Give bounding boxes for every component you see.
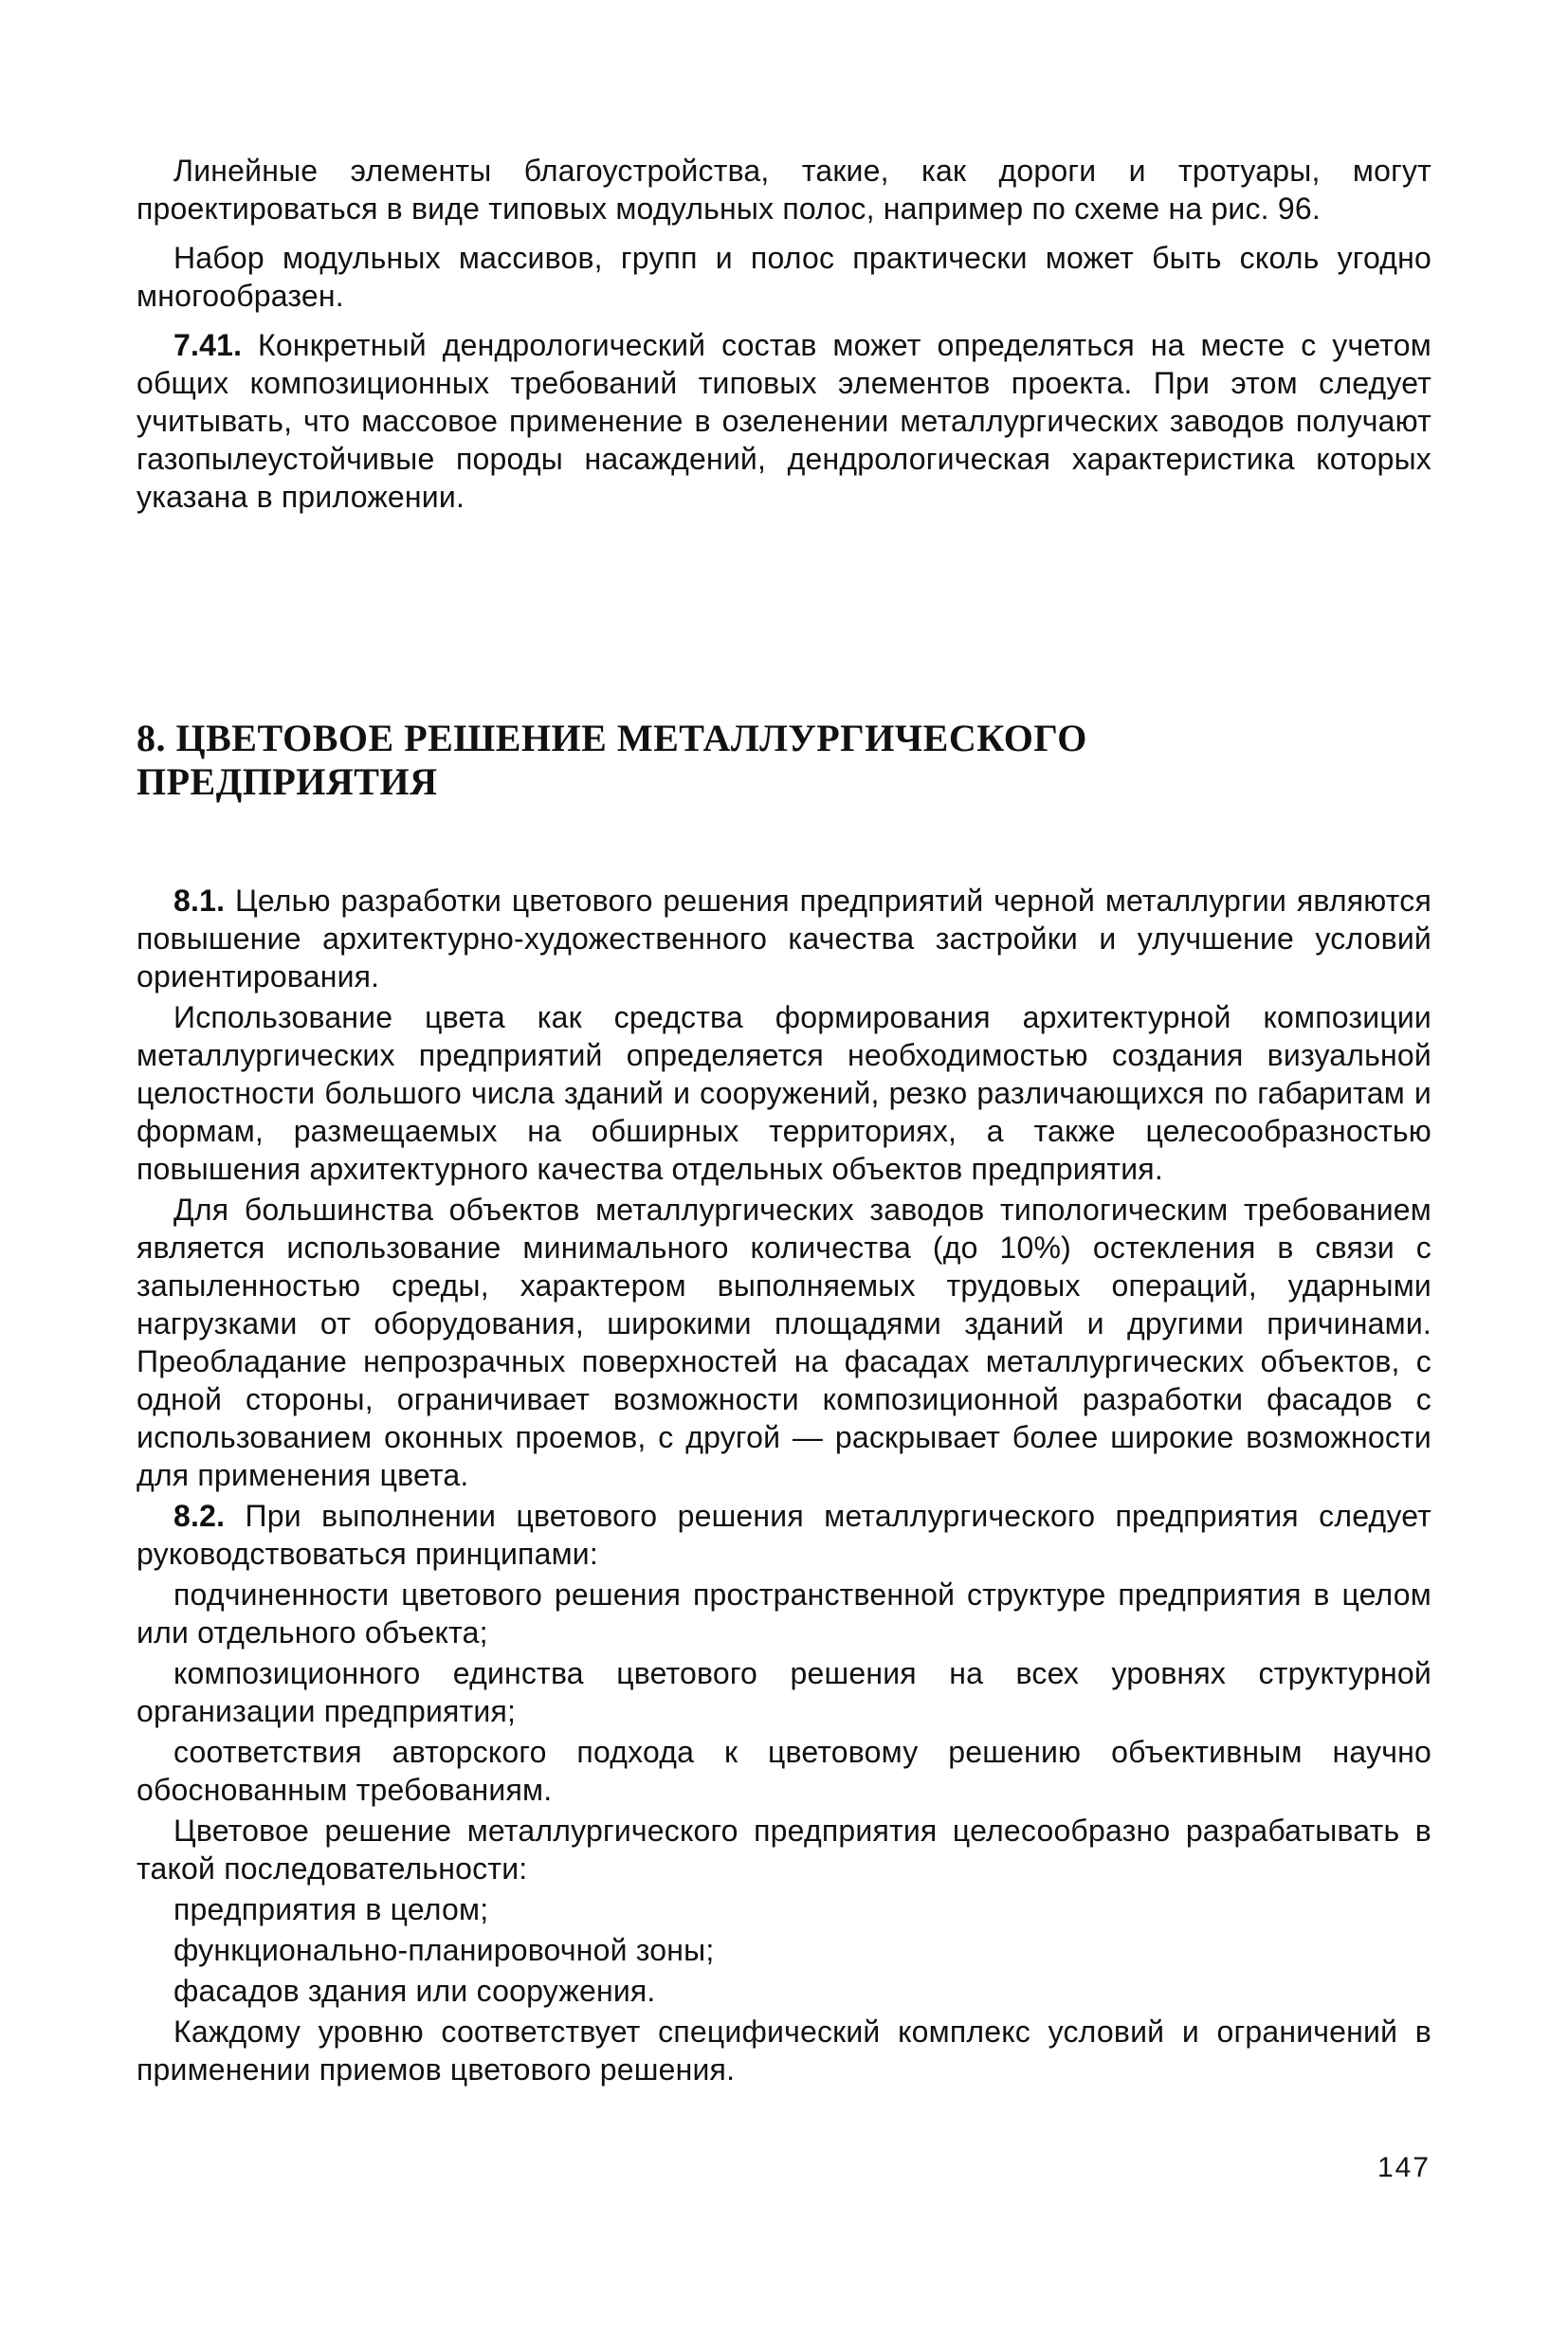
paragraph: Использование цвета как средства формирования архитектурной композиции металлургических предприятий определяется необходимостью создания визуальной целостности большого числа зданий и сооружений, резко различающихся по габаритам и формам, размещаемых на обширных территориях, а также целесообразностью повышения архитектурного качества отдельных объектов предприятия. xyxy=(137,1000,1431,1186)
clause-number: 8.2. xyxy=(173,1499,226,1533)
page-number: 147 xyxy=(1377,2152,1431,2183)
section-heading-line2: ПРЕДПРИЯТИЯ xyxy=(137,760,438,803)
section-heading xyxy=(137,717,1179,804)
paragraph: Цветовое решение металлургического предприятия целесообразно разрабатывать в такой последовательности: xyxy=(137,1814,1431,1886)
list-item: предприятия в целом; xyxy=(173,1892,489,1926)
clause-number: 7.41. xyxy=(173,328,243,362)
paragraph-8-1: 8.1. Целью разработки цветового решения предприятий черной металлургии являются повышение архитектурно-художественного качества застройки и улучшение условий ориентирования. xyxy=(137,884,1431,994)
paragraph-8-2: 8.2. При выполнении цветового решения металлургического предприятия следует руководствоваться принципами: xyxy=(137,1499,1431,1571)
section-text-block xyxy=(137,882,1431,2088)
paragraph: Каждому уровню соответствует специфический комплекс условий и ограничений в применении приемов цветового решения. xyxy=(137,2015,1431,2087)
paragraph-7-41: 7.41. Конкретный дендрологический состав может определяться на месте с учетом общих композиционных требований типовых элементов проекта. При этом следует учитывать, что массовое применение в озеленении металлургических заводов получают газопылеустойчивые породы насаждений, дендрологическая характеристика которых указана в приложении. xyxy=(137,328,1431,514)
paragraph: Линейные элементы благоустройства, такие, как дороги и тротуары, могут проектироваться в виде типовых модульных полос, например по схеме на рис. 96. xyxy=(137,154,1431,226)
list-item: фасадов здания или сооружения. xyxy=(173,1974,656,2008)
paragraph: Для большинства объектов металлургических заводов типологическим требованием является использование минимального количества (до 10%) остекления в связи с запыленностью среды, характером выполняемых трудовых операций, ударными нагрузками от оборудования, широкими площадями зданий и другими причинами. Преобладание непрозрачных поверхностей на фасадах металлургических объектов, с одной стороны, ограничивает возможности композиционной разработки фасадов с использованием оконных проемов, с другой — раскрывает более широкие возможности для применения цвета. xyxy=(137,1193,1431,1492)
section-heading-line1: 8. ЦВЕТОВОЕ РЕШЕНИЕ МЕТАЛЛУРГИЧЕСКОГО xyxy=(137,717,1087,759)
top-text-block xyxy=(137,152,1431,516)
clause-number: 8.1. xyxy=(173,884,226,918)
list-item: соответствия авторского подхода к цветовому решению объективным научно обоснованным требованиям. xyxy=(137,1735,1431,1807)
list-item: подчиненности цветового решения пространственной структуре предприятия в целом или отдельного объекта; xyxy=(137,1577,1431,1650)
list-item: функционально-планировочной зоны; xyxy=(173,1933,715,1967)
paragraph: Набор модульных массивов, групп и полос практически может быть сколь угодно многообразен. xyxy=(137,241,1431,313)
list-item: композиционного единства цветового решения на всех уровнях структурной организации предприятия; xyxy=(137,1656,1431,1728)
